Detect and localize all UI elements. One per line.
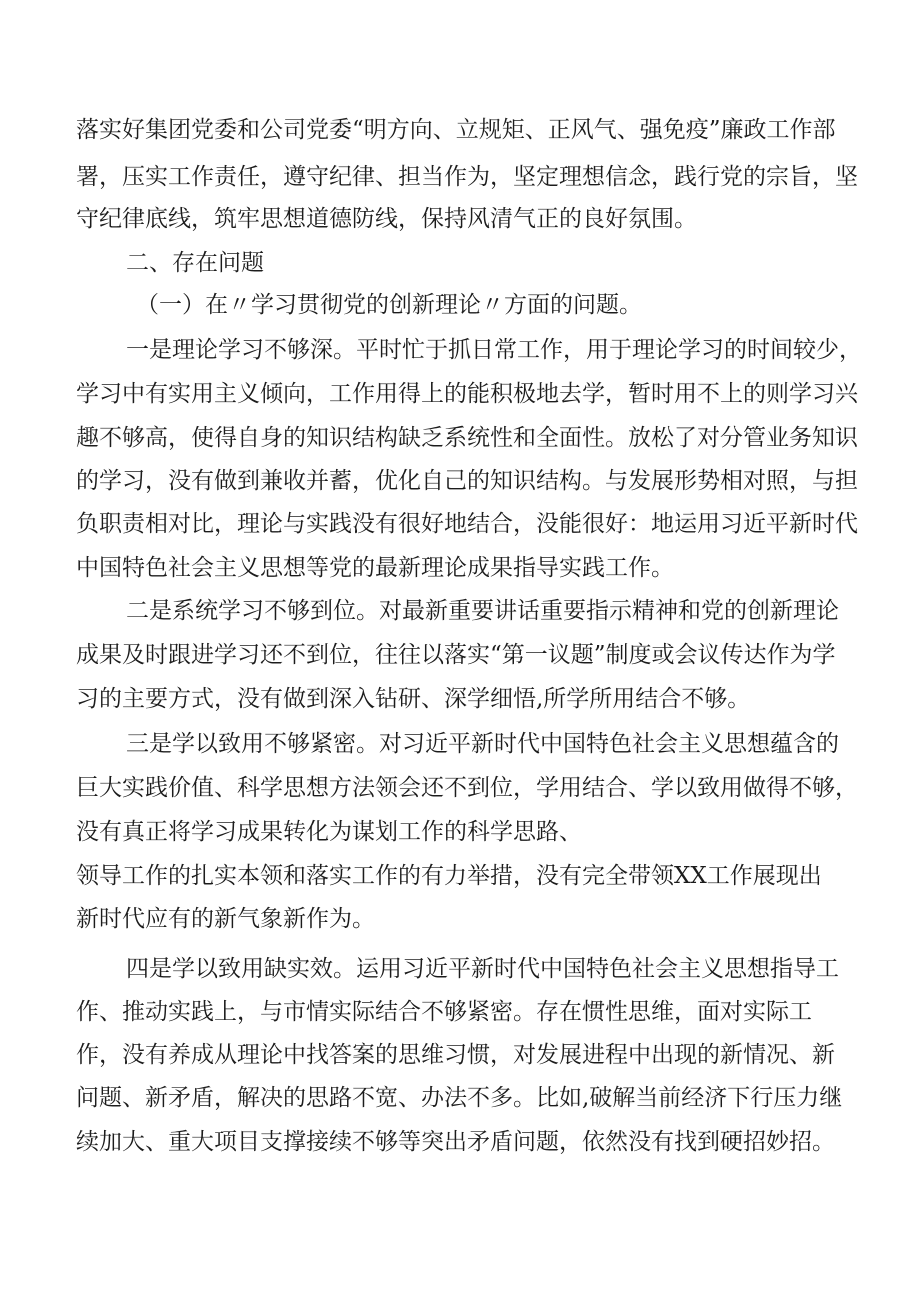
body-text-line: 没有真正将学习成果转化为谋划工作的科学思路、 (76, 819, 582, 845)
body-text-line: 巨大实践价值、科学思想方法领会还不到位，学用结合、学以致用做得不够， (76, 775, 858, 801)
body-text-line: 一是理论学习不够深。平时忙于抓日常工作，用于理论学习的时间较少， (126, 337, 862, 363)
section-heading: 二、存在问题 (126, 250, 264, 276)
body-text-line: 三是学以致用不够紧密。对习近平新时代中国特色社会主义思想蕴含的 (126, 731, 839, 757)
body-text-line: 习的主要方式，没有做到深入钻研、深学细悟,所学所用结合不够。 (76, 686, 751, 712)
body-text-line: 问题、新矛盾，解决的思路不宽、办法不多。比如,破解当前经济下行压力继 (76, 1085, 843, 1111)
body-text-line: 成果及时跟进学习还不到位，往往以落实“第一议题”制度或会议传达作为学 (76, 642, 836, 668)
body-text-line: 续加大、重大项目支撑接续不够等突出矛盾问题，依然没有找到硬招妙招。 (76, 1129, 835, 1155)
body-text-line: 的学习，没有做到兼收并蓄，优化自己的知识结构。与发展形势相对照，与担 (76, 468, 858, 494)
body-text-line: 作、推动实践上，与市情实际结合不够紧密。存在惯性思维，面对实际工 (76, 999, 812, 1025)
body-text-line: 趣不够高，使得自身的知识结构缺乏系统性和全面性。放松了对分管业务知识 (76, 425, 858, 451)
body-text-line: 落实好集团党委和公司党委“明方向、立规矩、正风气、强免疫”廉政工作部 (76, 117, 836, 143)
body-text-line: 四是学以致用缺实效。运用习近平新时代中国特色社会主义思想指导工 (126, 956, 839, 982)
subsection-heading: （一）在〃学习贯彻党的创新理论〃方面的问题。 (136, 292, 642, 318)
body-text-line: 负职责相对比，理论与实践没有很好地结合，没能很好：地运用习近平新时代 (76, 511, 858, 537)
body-text-line: 中国特色社会主义思想等党的最新理论成果指导实践工作。 (76, 555, 674, 581)
body-text-line: 守纪律底线，筑牢思想道德防线，保持风清气正的良好氛围。 (76, 206, 697, 232)
body-text-line: 学习中有实用主义倾向，工作用得上的能积极地去学，暂时用不上的则学习兴 (76, 381, 858, 407)
body-text-line: 署，压实工作责任，遵守纪律、担当作为，坚定理想信念，践行党的宗旨，坚 (76, 164, 858, 190)
body-text-line: 二是系统学习不够到位。对最新重要讲话重要指示精神和党的创新理论 (126, 598, 839, 624)
body-text-line: 新时代应有的新气象新作为。 (76, 906, 375, 932)
body-text-line: 领导工作的扎实本领和落实工作的有力举措，没有完全带领XX工作展现出 (76, 863, 822, 889)
body-text-line: 作，没有养成从理论中找答案的思维习惯，对发展进程中出现的新情况、新 (76, 1042, 835, 1068)
